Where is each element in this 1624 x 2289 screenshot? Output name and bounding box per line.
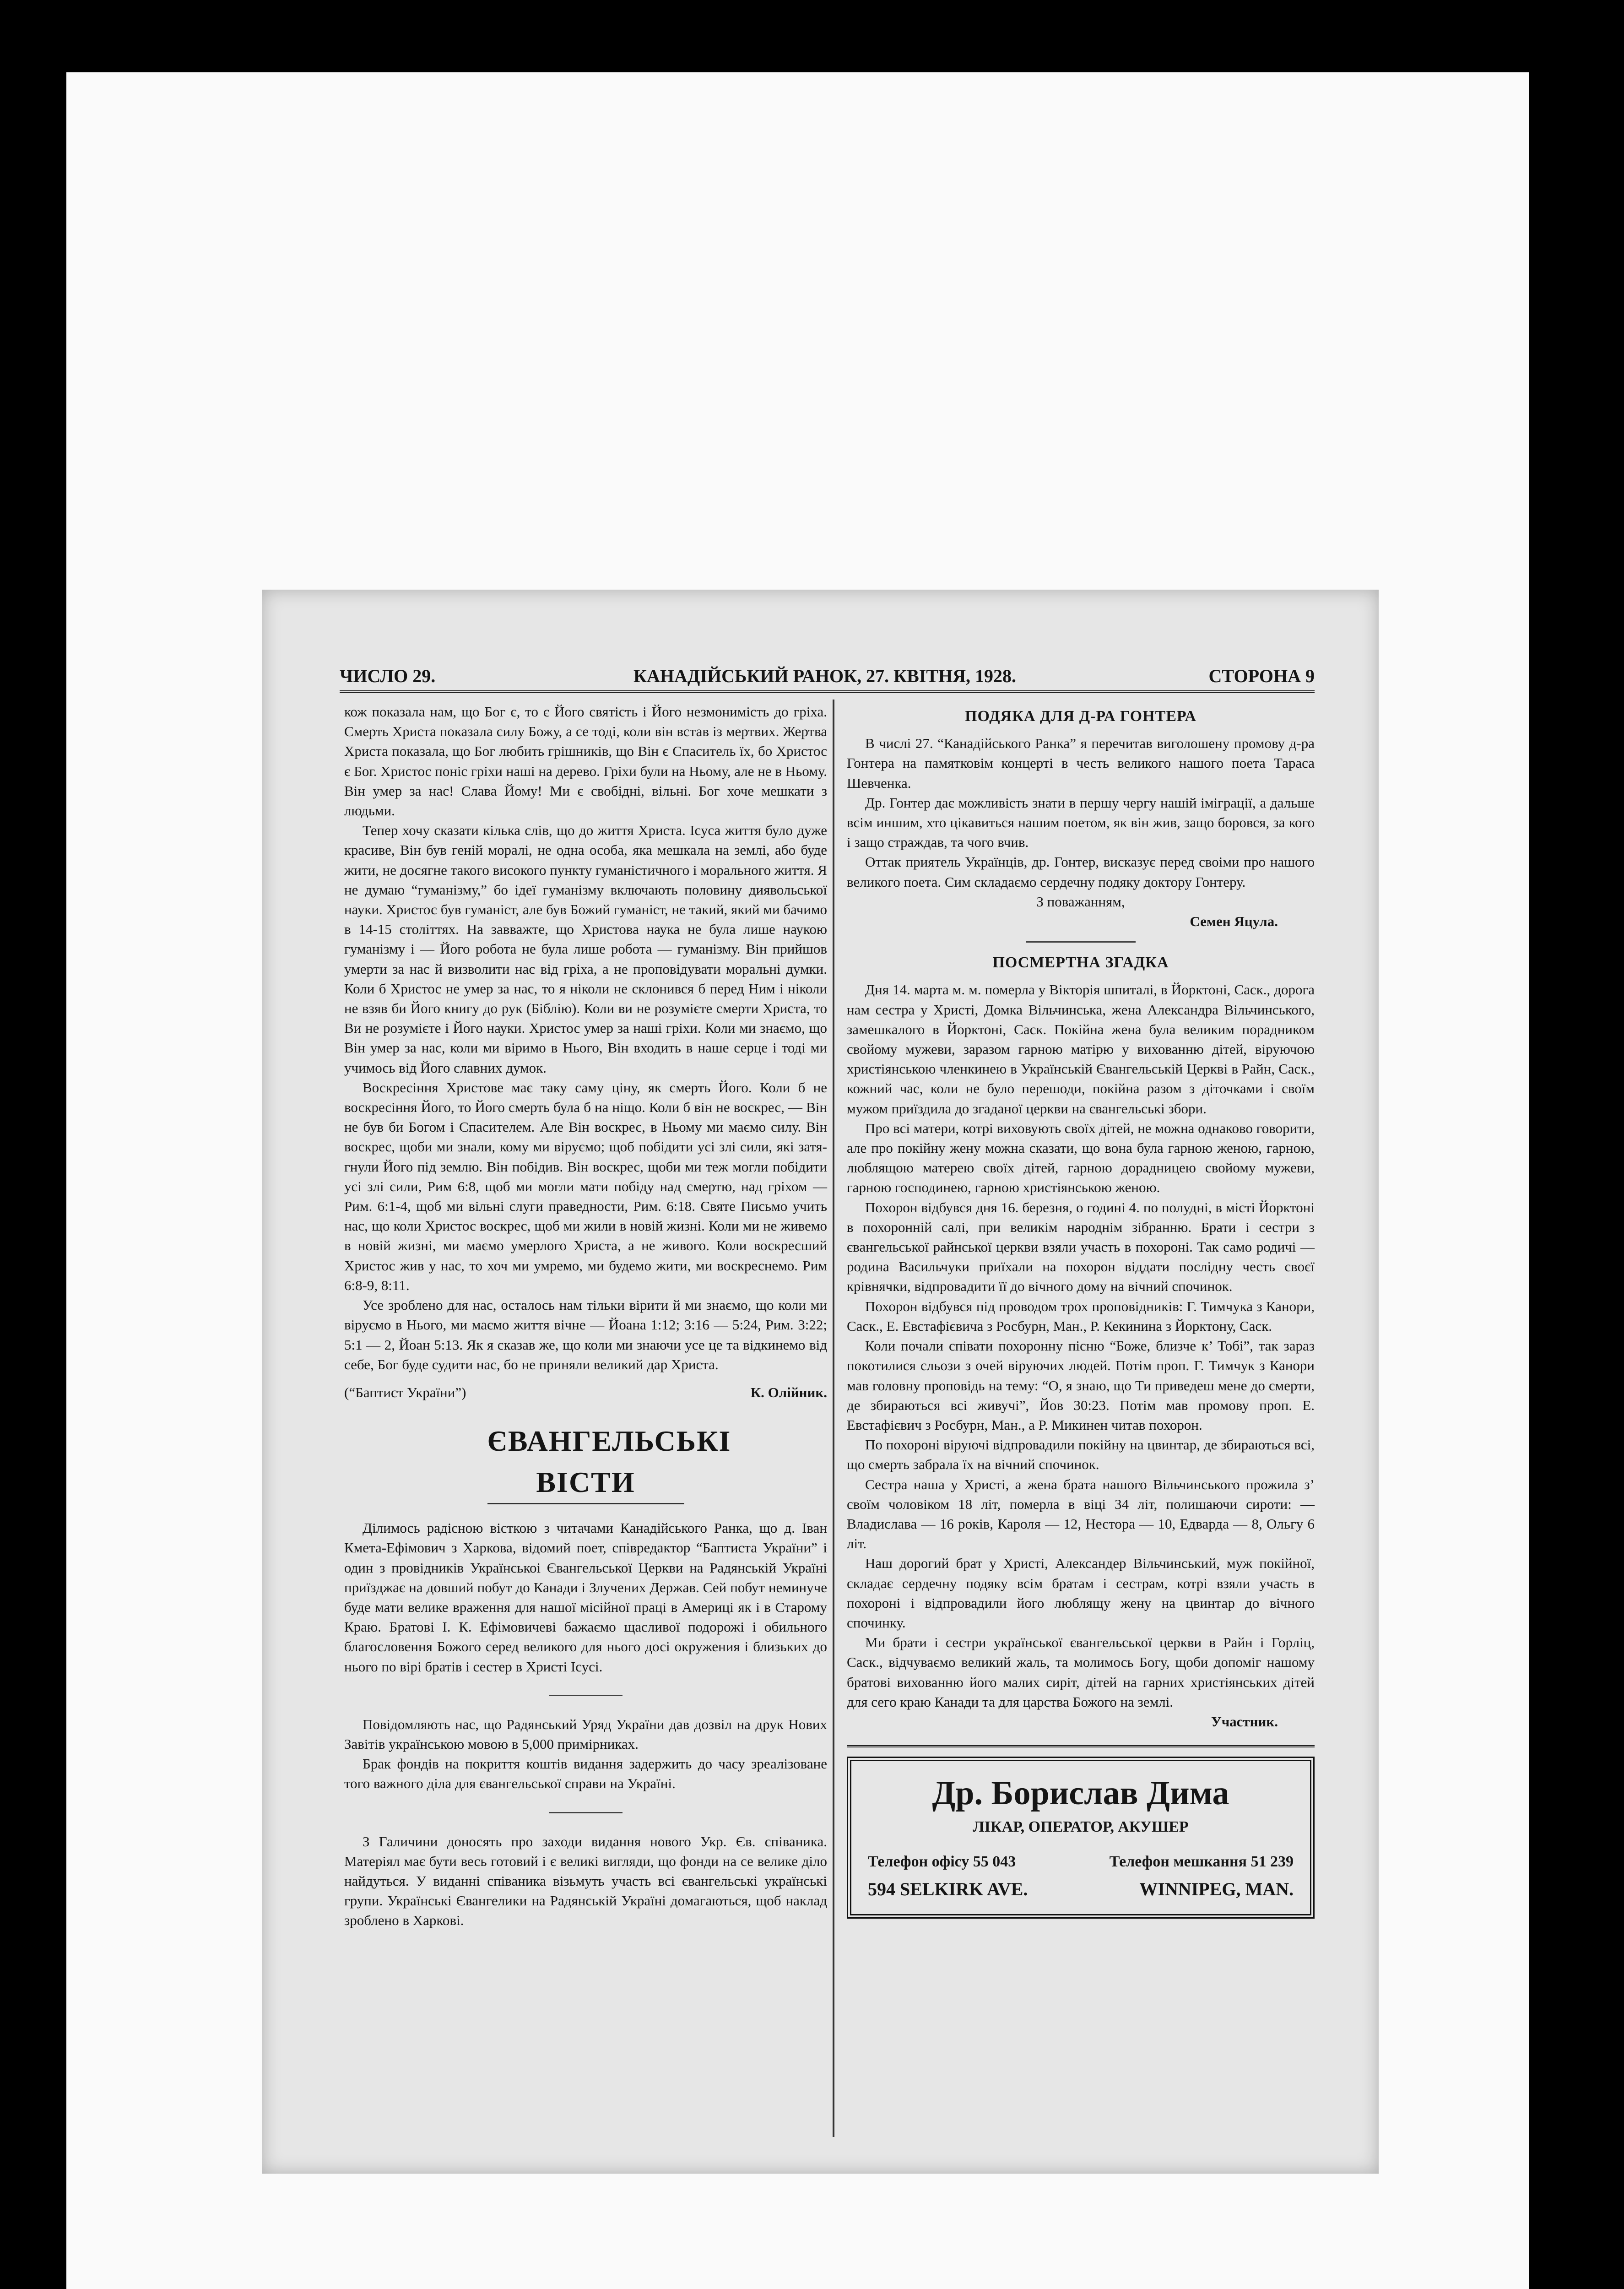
column-divider [833,700,834,2137]
ad-address: 594 SELKIRK AVE. [868,1879,1028,1900]
ad-phones [868,1848,1294,1876]
page-number: СТОРОНА 9 [1208,666,1315,686]
ad-office-phone: Телефон офісу 55 043 [868,1853,1016,1871]
page-header [340,665,1315,688]
ad-separator [847,1745,1315,1747]
memorial-paragraph: Сестра наша у Христі, а жена брата нашого Вільчинського прожила з’ своїм чоловіком 18 літ, померла в віці 34 літ, полишаючи сироти: — Владислава — 16 років, Кароля — 12, Нестора — 10, Едварда — 8, Ольгу 6 літ. [847,1476,1315,1552]
ad-home-phone: Телефон мешкання 51 239 [1109,1853,1294,1871]
memorial-heading: ПОСМЕРТНА ЗГАДКА [992,954,1169,971]
thanks-author: Семен Яцула. [1190,913,1278,930]
issue-number: ЧИСЛО 29. [340,666,436,686]
ad-city: WINNIPEG, MAN. [1139,1879,1294,1900]
thanks-closing: З поважанням, [1036,893,1125,910]
ad-address-row [868,1876,1294,1903]
memorial-paragraph: Наш дорогий брат у Христі, Александер Вільчинський, муж покійної, складає сердечну подяку всім братам і сестрам, котрі взяли участь в похороні і відпровадили його люблящу жену на цвинтар до вічного спочинку. [847,1555,1315,1631]
thanks-heading: ПОДЯКА ДЛЯ Д-РА ГОНТЕРА [965,708,1196,725]
article-paragraph: Воскресіння Христове має таку саму ціну, як смерть Його. Коли б не воскресіння Його, то Його смерть була б на ніщо. Коли б він не воскрес, — Він не був би Богом і Спасителем. Але Він воскрес, в Ньому ми маємо силу. Він воскрес, щоби ми знали, кому ми віруємо; щоб побідити усі злі сили, які затягнули Його під землю. Він побідив. Він воскрес, щоби ми теж могли побідити усі злі сили, Рим 6:8, щоб ми могли мати побіду над смертю, над гріхом — Рим. 6:1-4, щоб ми вільні слуги праведности, Рим. 6:18. Святе Письмо учить нас, що коли Христос воскрес, щоб ми жили в новій жизні. Коли ми не живемо в новій жизні, ми маємо умерлого Христа, а не живого. Коли воскресший Христос жив у нас, то хоч ми умремо, ми будемо жити, ми воскреснемо. Рим 6:8-9, 8:11. [344,1079,827,1293]
right-column [847,702,1315,1919]
memorial-author: Участник. [1211,1713,1278,1730]
article-source: (“Баптист України”) [344,1384,466,1400]
ad-profession: ЛІКАР, ОПЕРАТОР, АКУШЕР [973,1818,1189,1836]
ad-doctor-name: Др. Борислав Дима [932,1774,1229,1812]
article-signature [344,1383,827,1402]
memorial-paragraph: По похороні віруючі відпровадили покійну на цвинтар, де збираються всі, що смерть забрала їх на вічний спочинок. [847,1437,1315,1473]
thanks-paragraph: В числі 27. “Канадійського Ранка” я перечитав виголошену промову д-ра Гонтера на памятковім концерті в честь великого нашого поета Тараса Шевченка. [847,735,1315,791]
news-paragraph: Ділимось радісною вісткою з читачами Канадійського Ранка, що д. Іван Кмета-Ефімович з Харкова, відомий поет, співредактор “Баптиста України” і один з провідників Українськоі Євангельської Церкви на Радянській Україні приїзджає на довший побут до Канади і Злучених Держав. Сей побут неминуче буде мати велике враження для нашої місійної праці в Америці як і в Старому Краю. Братові І. К. Ефімовичеві бажаємо щасливої подорожі і обильного благословення Божого серед великого для нього досі окружения і близьких до нього по вірі братів і сестер в Христі Ісусі. [344,1520,827,1675]
news-paragraph: Брак фондів на покриття коштів видання задержить до часу зреалізоване того важного діла для євангельської справи на Україні. [344,1756,827,1792]
news-paragraph: Повідомляють нас, що Радянський Уряд України дав дозвіл на друк Нових Завітів українською мовою в 5,000 примірниках. [344,1716,827,1752]
left-column [344,702,827,1931]
thanks-paragraph: Др. Гонтер дає можливість знати в першу чергу нашій іміграції, а дальше всім иншим, хто цікавиться нашим поетом, як він жив, защо боровся, за кого і защо страждав, та чого вчив. [847,794,1315,851]
thanks-paragraph: Оттак приятель Українців, др. Гонтер, висказує перед своіми про нашого великого поета. Сим складаємо сердечну подяку доктору Гонтеру. [847,854,1315,890]
doctor-advertisement [847,1757,1315,1919]
header-rule [340,690,1315,693]
article-paragraph: Усе зроблено для нас, осталось нам тільки вірити й ми знаємо, що коли ми віруємо в Нього, ми маємо життя вічне — Йоана 1:12; 3:16 — 5:24, Рим. 3:22; 5:1 — 2, Йоан 5:13. Як я сказав же, що коли ми знаючи усе це та відкинемо від себе, Бог буде судити нас, бо не приняли великий дар Христа. [344,1297,827,1372]
memorial-paragraph: Дня 14. марта м. м. померла у Вікторія шпиталі, в Йорктоні, Саск., дорога нам сестра у Христі, Домка Вільчинська, жена Александра Вільчинського, замешкалого в Йорктоні, Саск. Покійна жена була великим порадником свойому мужеви, заразом гарною матірю у вихованню дітей, віруючою христіянською членкинею в Українській Євангельській Церкві в Райн, Саск., кожний час, коли не було перешоди, покійна разом з діточками і своїм мужом приїздила до згаданої церкви на євангельські збори. [847,982,1315,1117]
memorial-paragraph: Похорон відбувся під проводом трох проповідників: Г. Тимчука з Канори, Саск., Е. Евстафієвича з Росбурн, Ман., Р. Кекинина з Йорктону, Саск. [847,1298,1315,1334]
newspaper-page [262,590,1379,2174]
memorial-paragraph: Ми брати і сестри української євангельської церкви в Райн і Горліц, Саск., відчуваємо великий жаль, та молимось Богу, щоби допоміг нашому братові вихованню його малих сиріт, дітей на гарних христіянських дітей для сего краю Канади та для царства Божого на землі. [847,1634,1315,1710]
memorial-paragraph: Похорон відбувся дня 16. березня, о годині 4. по полудні, в місті Йорктоні в похоронній салі, при великім народнім зібранню. Брати і сестри з євангельської райнської церкви взяли участь в похороні. Так само родичі — родина Васильчуки приїхали на похорон віддати послідну честь своєї крівнячки, відпровадити її до вічного дому на вічний спочинок. [847,1199,1315,1295]
news-separator [549,1695,623,1696]
memorial-paragraph: Коли почали співати похоронну пісню “Боже, близче к’ Тобі”, так зараз покотилися сльози з очей віруючих людей. Потім проп. Г. Тимчук з Канори мав головну проповідь на тему: “О, я знаю, що Ти приведеш мене до смерти, де збираються всі живучі”, Йов 30:23. Потім мав промову проп. Е. Евстафієвич з Росбурн, Ман., а Р. Микинен читав похорон. [847,1338,1315,1433]
article-author: К. Олійник. [750,1384,827,1400]
article-paragraph: кож показала нам, що Бог є, то є Його святість і Його незмонимість до гріха. Смерть Христа показала силу Божу, а се тоді, коли він встав із мертвих. Жертва Христа показала, що Бог любить грішників, що Він є Спаситель їх, бо Христос є Бог. Христос поніс гріхи наші на дерево. Гріхи були на Ньому, але не в Ньому. Він умер за нас! Слава Йому! Ми є свобідні, вільні. Бог хоче мешкати з людьми. [344,704,827,819]
section-title: ЄВАНГЕЛЬСЬКІ ВІСТИ [487,1421,684,1504]
memorial-paragraph: Про всі матери, котрі виховують своїх дітей, не можна однаково говорити, але про покійну жену можна сказати, що вона була гарною женою, гарною, люблящою матерею своїх дітей, гарною дорадницею свойому мужеви, гарною господинею, гарною христіянською женою. [847,1120,1315,1196]
article-paragraph: Тепер хочу сказати кілька слів, що до життя Христа. Ісуса життя було дуже красиве, Він був геній моралі, не одна особа, яка мешкала на землі, або буде жити, не досягне такого високого пункту гуманістичного і морального життя. Я не думаю “гуманізму,” бо ідеї гуманізму включають половину диявольської науки. Христос був гуманіст, але був Божий гуманіст, не такий, який ми бачимо в 14-15 століттях. На завважте, що Христова наука не була лише наукою гуманізму і — Його робота не була лише робота — гуманізму. Він прийшов умерти за нас й визволити нас від гріха, а не проповідувати моральні думки. Коли б Христос не умер за нас, то я ніколи не склонився б перед Ним і ніколи не взяв би Його книгу до рук (Біблію). Коли ви не розумієте смерти Христа, то Ви не розумієте і Його науки. Христос умер за наші гріхи. Коли ми знаємо, що Він умер за нас, коли ми віримо в Нього, Він входить в наше серце і тоді ми учимось від Його славних думок. [344,822,827,1076]
news-paragraph: З Галичини доносять про заходи видання нового Укр. Єв. співаника. Матеріял має бути весь готовий і є великі вигляди, що фонди на се велике діло найдуться. У виданні співаника візьмуть участь всі євангельські українські групи. Українські Євангелики на Радянській Україні домагаються, щоб наклад зроблено в Харкові. [344,1833,827,1929]
news-separator [549,1812,623,1813]
newspaper-title: КАНАДІЙСЬКИЙ РАНОК, 27. КВІТНЯ, 1928. [633,666,1016,686]
section-separator [1026,941,1136,943]
